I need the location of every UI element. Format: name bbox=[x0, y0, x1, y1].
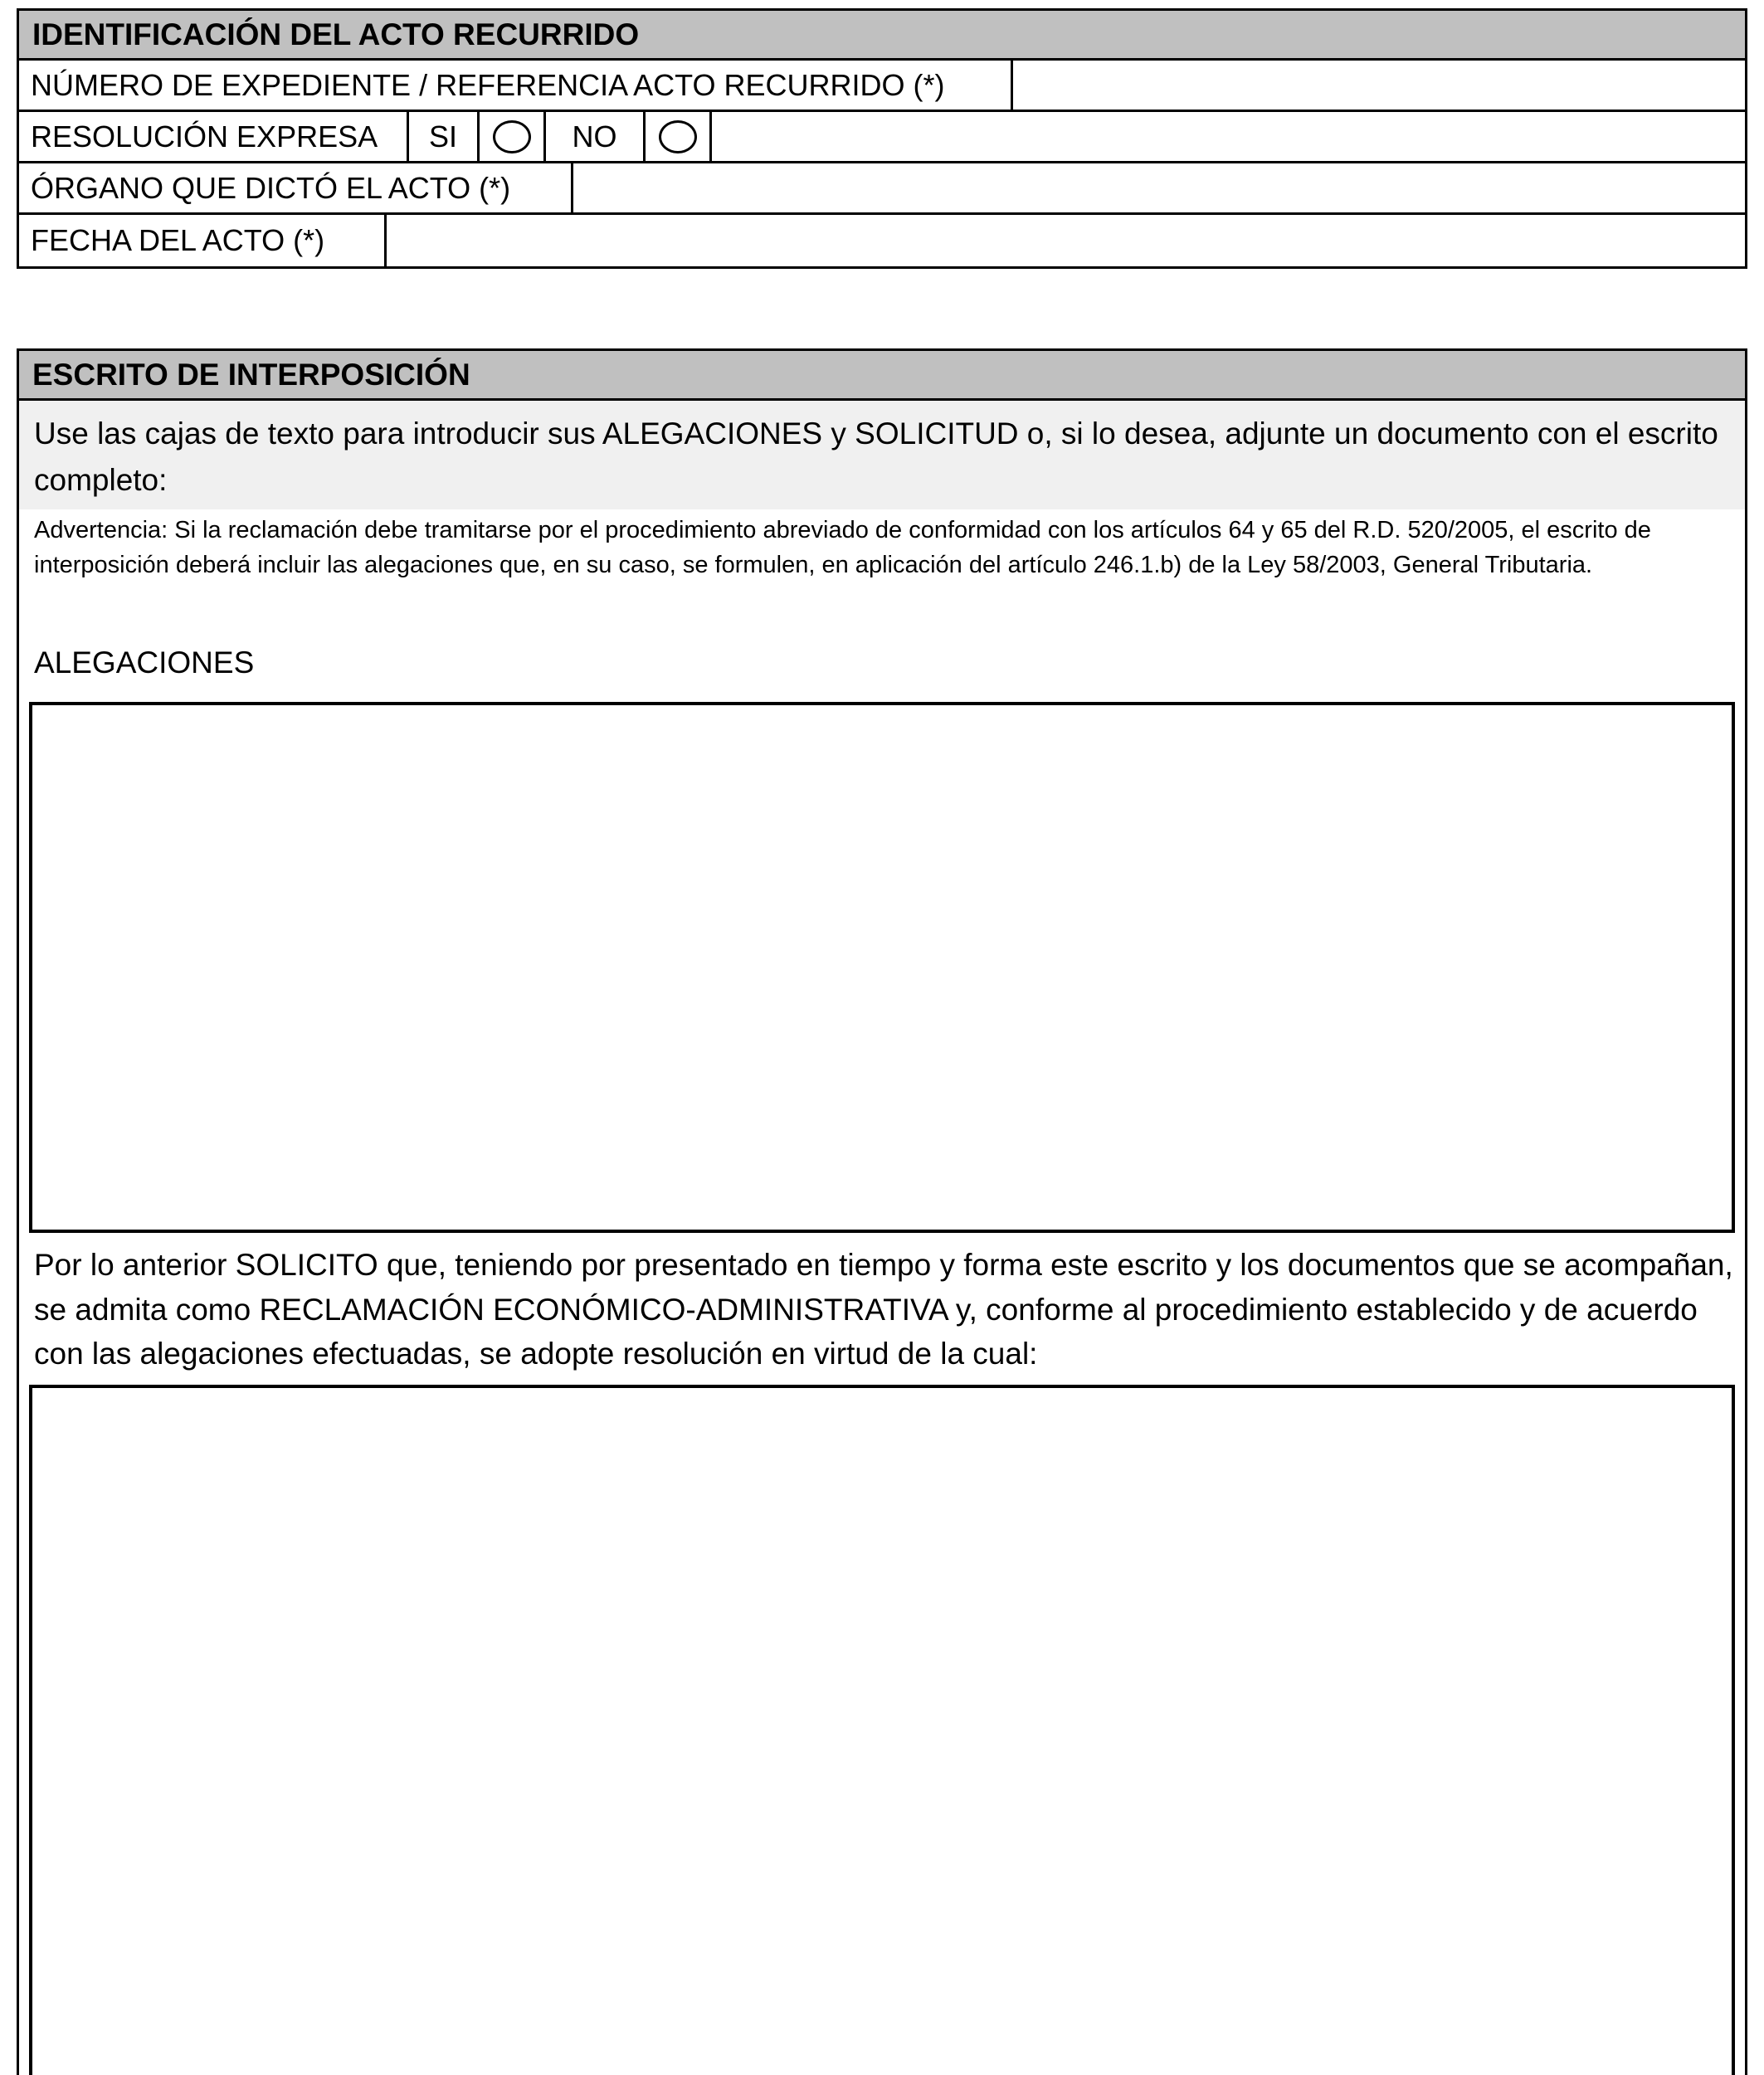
alegaciones-textbox[interactable] bbox=[29, 702, 1735, 1233]
resolucion-expresa-label: RESOLUCIÓN EXPRESA bbox=[19, 112, 409, 161]
resolucion-si-label: SI bbox=[409, 112, 480, 161]
acto-recurrido-section-title: IDENTIFICACIÓN DEL ACTO RECURRIDO bbox=[19, 11, 1745, 61]
resolucion-expresa-row bbox=[19, 112, 1745, 163]
solicito-textbox[interactable] bbox=[29, 1385, 1735, 2075]
fecha-label: FECHA DEL ACTO (*) bbox=[31, 223, 325, 257]
escrito-instructions: Use las cajas de texto para introducir sus ALEGACIONES y SOLICITUD o, si lo desea, adjunte un documento con el escrito completo: bbox=[19, 401, 1745, 509]
organo-label: ÓRGANO QUE DICTÓ EL ACTO (*) bbox=[31, 170, 511, 205]
resolucion-si-radio[interactable] bbox=[493, 120, 531, 153]
escrito-interposicion-section bbox=[17, 348, 1747, 2075]
alegaciones-label: ALEGACIONES bbox=[34, 645, 255, 680]
resolucion-no-radio-cell bbox=[646, 112, 712, 161]
resolucion-row-filler bbox=[712, 112, 1745, 161]
expediente-label: NÚMERO DE EXPEDIENTE / REFERENCIA ACTO RECURRIDO (*) bbox=[31, 67, 945, 102]
organo-row bbox=[19, 163, 1745, 215]
fecha-input[interactable] bbox=[384, 215, 1745, 266]
escrito-interposicion-section-title: ESCRITO DE INTERPOSICIÓN bbox=[19, 351, 1745, 401]
resolucion-si-radio-cell bbox=[480, 112, 546, 161]
acto-recurrido-section bbox=[17, 8, 1747, 269]
expediente-input[interactable] bbox=[1011, 61, 1745, 110]
resolucion-no-radio[interactable] bbox=[659, 120, 697, 153]
organo-input[interactable] bbox=[571, 163, 1745, 212]
resolucion-no-label: NO bbox=[546, 112, 646, 161]
fecha-row bbox=[19, 215, 1745, 266]
escrito-warning: Advertencia: Si la reclamación debe tramitarse por el procedimiento abreviado de conformidad con los artículos 64 y 65 del R.D. 520/2005, el escrito de interposición deberá incluir las alegaciones que, en su caso, se formulen, en aplicación del artículo 246.1.b) de la Ley 58/2003, General Tributaria. bbox=[19, 509, 1745, 591]
solicito-text: Por lo anterior SOLICITO que, teniendo por presentado en tiempo y forma este escrito y los documentos que se acompañan, se admita como RECLAMACIÓN ECONÓMICO-ADMINISTRATIVA y, conforme al procedimiento establecido y de acuerdo con las alegaciones efectuadas, se adopte resolución en virtud de la cual: bbox=[34, 1248, 1733, 1371]
expediente-row bbox=[19, 61, 1745, 112]
